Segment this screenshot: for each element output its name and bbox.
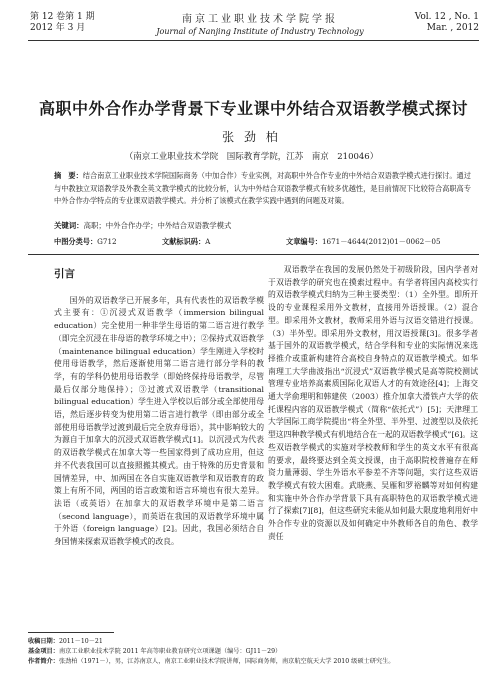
received-label: 收稿日期： bbox=[28, 638, 59, 645]
article-id bbox=[286, 237, 441, 247]
author-bio-text: 张劲柏（1971－），男，江苏南京人，南京工业职业技术学院讲师，国际商务师，南京航空航天大学 2010 级硕士研究生。 bbox=[58, 658, 395, 665]
keywords-label: 关键词： bbox=[54, 221, 84, 230]
article-id-value: 1671－4644(2012)01－0062－05 bbox=[321, 237, 441, 246]
author-affiliation: （南京工业职业技术学院 国际教育学院，江苏 南京 210046） bbox=[124, 152, 379, 162]
keywords bbox=[54, 220, 231, 231]
volume-issue: 第 12 卷第 1 期 bbox=[30, 12, 95, 22]
paragraph: 双语教学在我国的发展仍然处于初级阶段，国内学者对于双语教学的研究也在摸索过程中。有学者将国内高校实行的双语教学模式归纳为三种主要类型：（1）全外型。即所开设的专业课程采用外文教材，直接用外语授课。（2）混合型。即采用外文教材，教师采用外语与汉语交错进行授课。（3）半外型。即采用外文教材，用汉语授课[3]。很多学者基于国外的双语教学模式，结合学科和专业的实际情况来选择推介或重新构建符合高校自身特点的双语教学模式。如华南理工大学曲波指出“沉浸式”双语教学模式是高等院校测试管理专业培养高素质国际化双语人才的有效途径[4]；上海交通大学俞理明和韩建侠（2003）推介加拿大滑铁卢大学的依托课程内容的双语教学模式（简称“依托式”）[5]；天津理工大学国际工商学院提出“将全外型、半外型、过渡型以及依托型这四种教学模式有机地结合在一起的双语教学模式”[6]。这些双语教学模式的实施对学校教师和学生的英文水平有很高的要求，最终要达到全英文授课，由于高职院校普遍存在师资力量薄弱、学生外语水平参差不齐等问题，实行这些双语教学模式有较大困难。武晓燕、吴雁和罗裕麟等对如何构建和实施中外合作办学背景下具有高职特色的双语教学模式进行了探索[7][8]，但这些研究未能从如何最大限度地利用好中外合作专业的资源以及如何确定中外教师各自的角色、教学责任 bbox=[268, 265, 478, 541]
section-heading: 引言 bbox=[54, 268, 75, 280]
abstract-label: 摘 要： bbox=[54, 171, 83, 180]
keywords-text: 高职；中外合作办学；中外结合双语教学模式 bbox=[83, 221, 232, 230]
abstract-text: 结合南京工业职业技术学院国际商务（中加合作）专业实例，对高职中外合作专业的中外结合双语教学模式进行探讨。通过与中教独立双语教学及外教全英文教学模式的比较分析，认为中外结合双语教学模式有较多优越性，是目前情况下比较符合高职高专中外合作办学特点的专业课双语教学模式。并分析了该模式在教学实践中遇到的问题及对策。 bbox=[54, 171, 471, 205]
body-left-column bbox=[54, 268, 264, 549]
fund-label: 基金项目： bbox=[28, 648, 59, 655]
document-code bbox=[162, 237, 210, 247]
issue-date: 2012 年 3 月 bbox=[30, 23, 86, 33]
footnote-author bbox=[28, 657, 480, 667]
author-name: 张 劲 柏 bbox=[222, 130, 281, 144]
volume-issue-en: Vol. 12 , No. 1 bbox=[414, 12, 479, 22]
body-right-column bbox=[268, 264, 478, 543]
clc-value: G712 bbox=[97, 237, 117, 246]
journal-name-en: Journal of Nanjing Institute of Industry Technology bbox=[156, 27, 364, 36]
author-bio-label: 作者简介： bbox=[28, 658, 59, 665]
journal-volume-info-en bbox=[415, 12, 479, 34]
paper-title: 高职中外合作办学背景下专业课中外结合双语教学模式探讨 bbox=[38, 99, 468, 118]
journal-name bbox=[130, 10, 390, 36]
issue-date-en: Mar. , 2012 bbox=[426, 23, 479, 33]
footnote-received bbox=[28, 637, 480, 647]
journal-name-cn: 南京工业职业技术学院学报 bbox=[182, 14, 338, 25]
footnote-fund bbox=[28, 647, 480, 657]
paragraph: 国外的双语教学已开展多年，具有代表性的双语教学模式主要有：①沉浸式双语教学（immersion bilingual education）完全使用一种非学生母语的第二语言进行教学（即完全沉浸在非母语的教学环境之中）；②保持式双语教学（maintenance bilingual education）学生刚进入学校时使用母语教学，然后逐渐使用第二语言进行部分学科的教学，有的学科仍使用母语教学（即始终保持母语教学，尽管最后仅部分地保持）；③过渡式双语教学（transitional bilingual education）学生进入学校以后部分或全部使用母语，然后逐步转变为使用第二语言进行教学（即由部分或全部使用母语教学过渡到最后完全放弃母语），其中影响较大的为源自于加拿大的沉浸式双语教学模式[1]。以沉浸式为代表的双语教学模式在加拿大等一些国家得到了成功应用，但这并不代表我国可以直接照搬其模式。由于特殊的历史背景和国情差异，中、加两国在各自实施双语教学和双语教育的政策上有所不同，两国的语言政策和语言环境也有很大差异。法语（或英语）在加拿大的双语教学环境中是第二语言（second language），而英语在我国的双语教学环境中属于外语（foreign language）[2]。因此，我国必须结合自身国情来探索双语教学模式的改良。 bbox=[54, 295, 264, 547]
doc-code-value: A bbox=[205, 237, 211, 246]
header-rule bbox=[28, 40, 479, 41]
received-date: 2011－10－21 bbox=[58, 638, 103, 645]
footnote-rule bbox=[28, 632, 114, 633]
article-id-label: 文章编号： bbox=[286, 237, 322, 246]
abstract bbox=[54, 170, 474, 208]
abstract-rule bbox=[28, 254, 479, 255]
clc-label: 中图分类号： bbox=[54, 237, 98, 246]
fund-text: 南京工业职业技术学院 2011 年高等职业教育研究立项课题（编号：GJ11－29） bbox=[58, 648, 282, 655]
journal-volume-info bbox=[30, 12, 95, 34]
clc-number bbox=[54, 237, 117, 247]
doc-code-label: 文献标识码： bbox=[162, 237, 206, 246]
